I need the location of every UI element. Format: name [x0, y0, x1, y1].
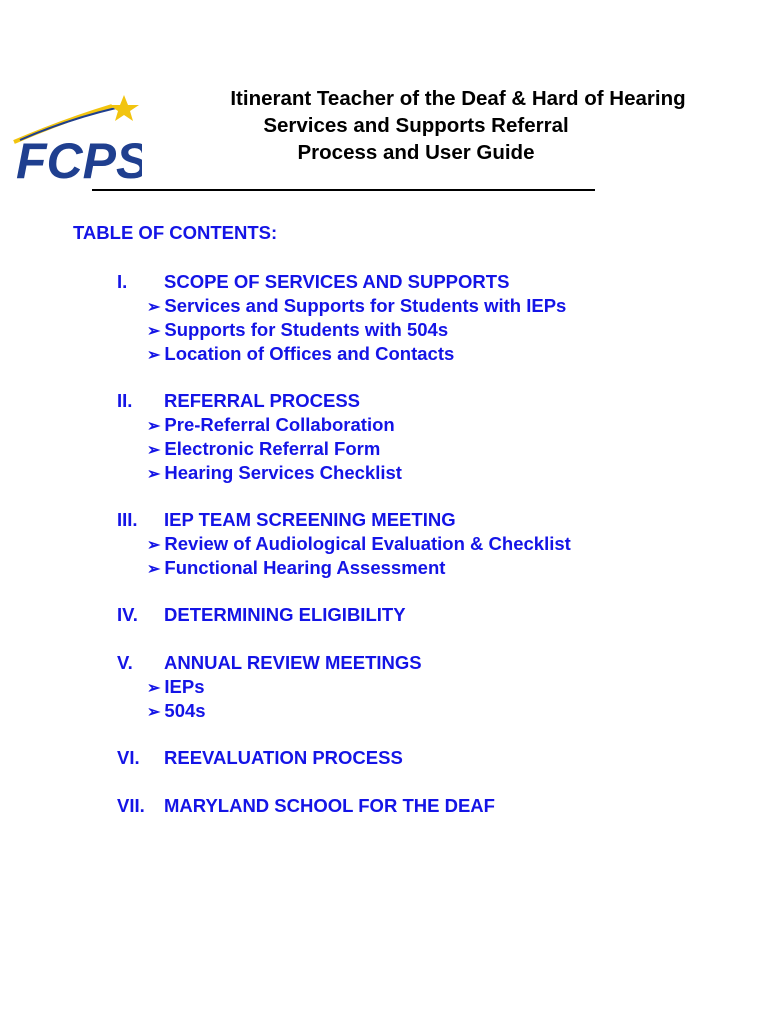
- star-icon: [109, 95, 139, 121]
- arrow-bullet-icon: ➢: [147, 680, 161, 697]
- toc-item: ➢ IEPs: [147, 676, 205, 697]
- toc-section-label: ANNUAL REVIEW MEETINGS: [164, 652, 422, 673]
- toc-item: ➢ Electronic Referral Form: [147, 438, 381, 459]
- arrow-bullet-icon: ➢: [147, 561, 161, 578]
- fcps-logo: [12, 90, 142, 185]
- toc-section-number: VII.: [117, 795, 145, 816]
- page-title-line1: Itinerant Teacher of the Deaf & Hard of Hearing: [230, 87, 686, 110]
- toc-item: ➢ Pre-Referral Collaboration: [147, 414, 395, 435]
- arrow-bullet-icon: ➢: [147, 418, 161, 435]
- toc-section-label: SCOPE OF SERVICES AND SUPPORTS: [164, 271, 510, 292]
- toc-item: ➢ 504s: [147, 700, 206, 721]
- arrow-bullet-icon: ➢: [147, 323, 161, 340]
- toc-heading: TABLE OF CONTENTS:: [73, 222, 278, 243]
- toc-section-label: REFERRAL PROCESS: [164, 390, 360, 411]
- logo-text: FCPS: [16, 133, 142, 185]
- toc-section-number: II.: [117, 390, 133, 411]
- toc-item: ➢ Functional Hearing Assessment: [147, 557, 446, 578]
- toc-section-label: REEVALUATION PROCESS: [164, 747, 403, 768]
- toc-section-number: IV.: [117, 604, 138, 625]
- arrow-bullet-icon: ➢: [147, 537, 161, 554]
- title-divider: [92, 189, 595, 191]
- toc-section-number: III.: [117, 509, 138, 530]
- toc-item: ➢ Services and Supports for Students with IEPs: [147, 295, 567, 316]
- toc-item: ➢ Review of Audiological Evaluation & Checklist: [147, 533, 571, 554]
- toc-section-number: I.: [117, 271, 128, 292]
- fcps-logo-graphic: [12, 90, 142, 185]
- arrow-bullet-icon: ➢: [147, 347, 161, 364]
- toc-item: ➢ Hearing Services Checklist: [147, 462, 402, 483]
- toc-item: ➢ Location of Offices and Contacts: [147, 343, 455, 364]
- page-title-line2: Services and Supports Referral: [263, 114, 569, 137]
- toc-section-label: IEP TEAM SCREENING MEETING: [164, 509, 456, 530]
- page-title-line3: Process and User Guide: [297, 141, 535, 164]
- arrow-bullet-icon: ➢: [147, 299, 161, 316]
- arrow-bullet-icon: ➢: [147, 442, 161, 459]
- arrow-bullet-icon: ➢: [147, 704, 161, 721]
- toc-section-number: VI.: [117, 747, 140, 768]
- toc-item: ➢ Supports for Students with 504s: [147, 319, 449, 340]
- arrow-bullet-icon: ➢: [147, 466, 161, 483]
- toc-section-label: DETERMINING ELIGIBILITY: [164, 604, 406, 625]
- toc-section-label: MARYLAND SCHOOL FOR THE DEAF: [164, 795, 495, 816]
- toc-section-number: V.: [117, 652, 133, 673]
